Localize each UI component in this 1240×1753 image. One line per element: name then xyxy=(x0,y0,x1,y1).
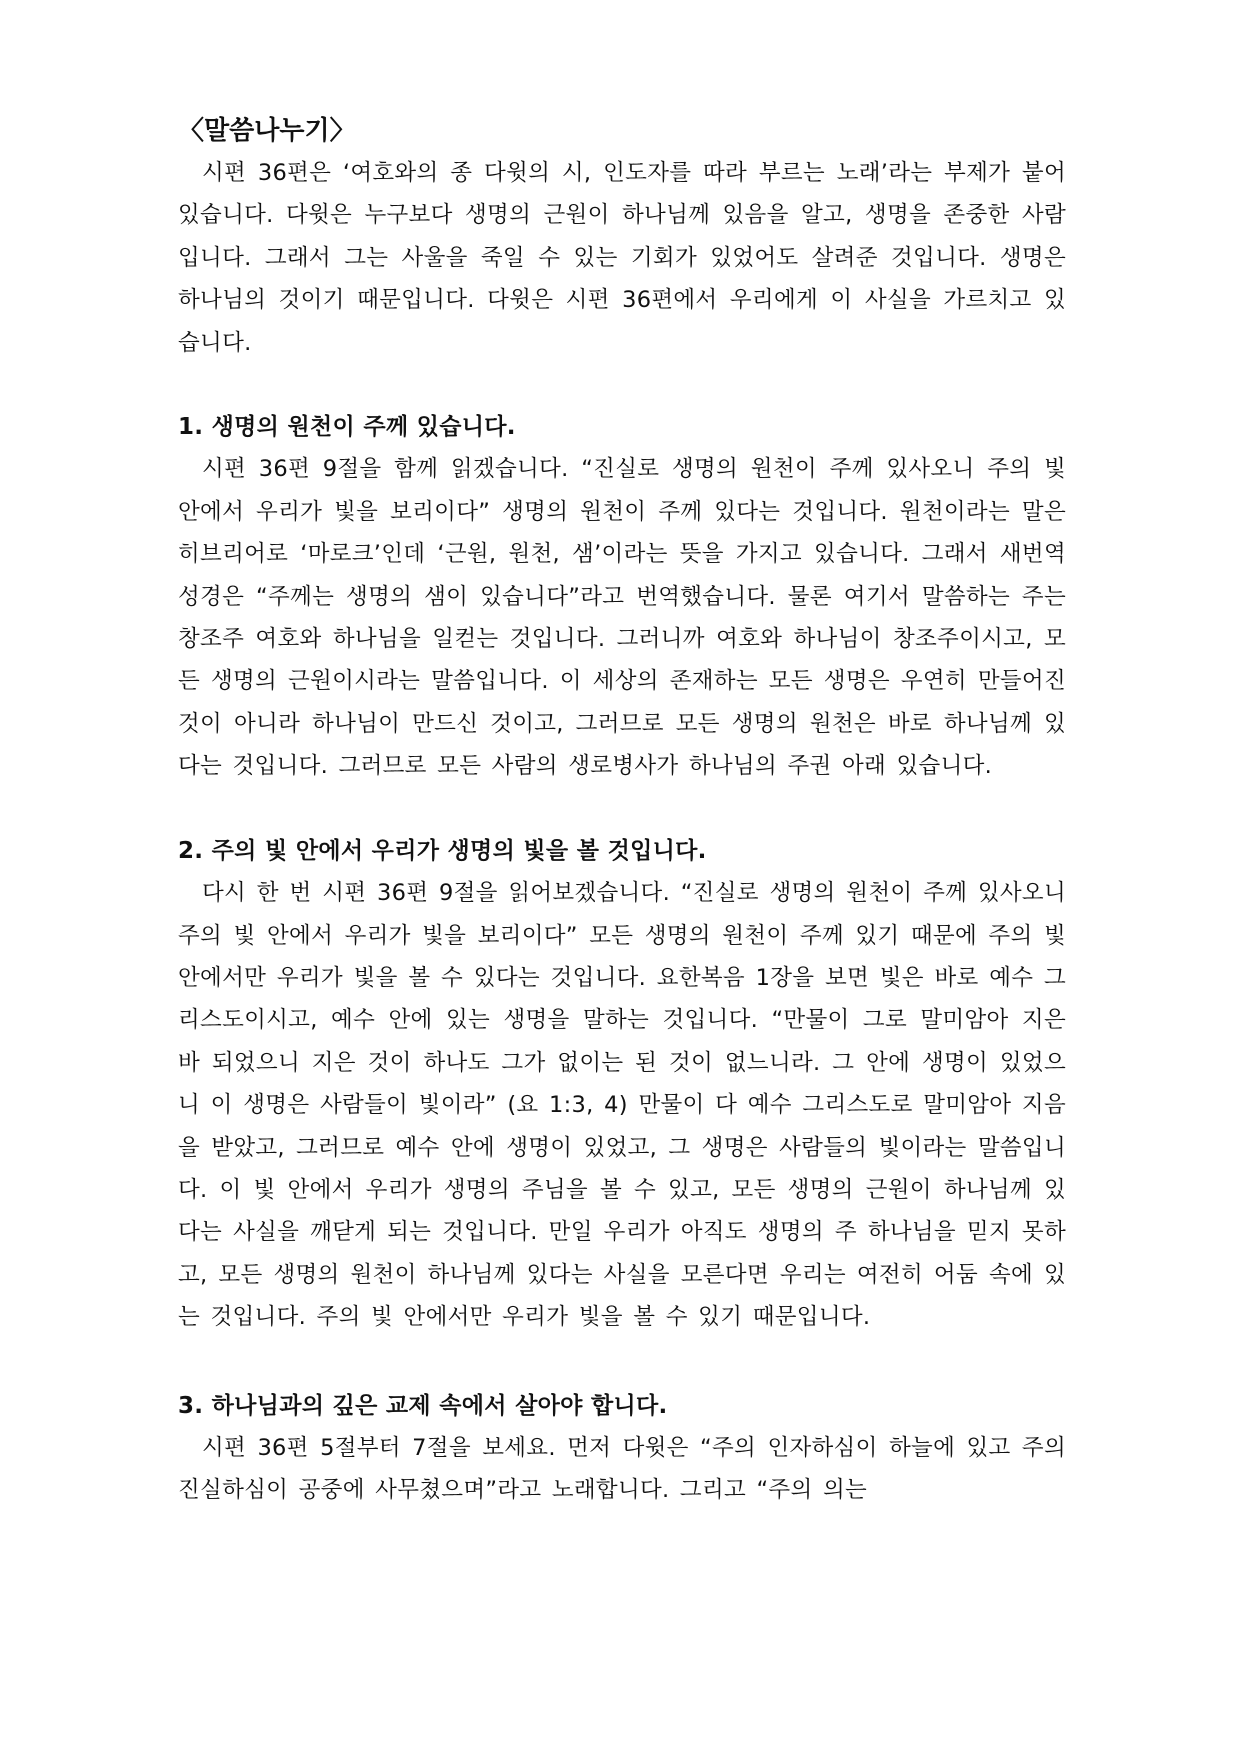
section-heading-3: 3. 하나님과의 깊은 교제 속에서 살아야 합니다. xyxy=(178,1392,668,1419)
section-heading-2: 2. 주의 빛 안에서 우리가 생명의 빛을 볼 것입니다. xyxy=(178,837,707,864)
document-page xyxy=(178,110,1066,1512)
section-body-2: 다시 한 번 시편 36편 9절을 읽어보겠습니다. “진실로 생명의 원천이 주께 있사오니 주의 빛 안에서 우리가 빛을 보리이다” 모든 생명의 원천이 주께 있기 때문에 주의 빛 안에서만 우리가 빛을 볼 수 있다는 것입니다. 요한복음 1장을 보면 빛은 바로 예수 그리스도이시고, 예수 안에 있는 생명을 말하는 것입니다. “만물이 그로 말미암아 지은 바 되었으니 지은 것이 하나도 그가 없이는 된 것이 없느니라. 그 안에 생명이 있었으니 이 생명은 사람들이 빛이라” (요 1:3, 4) 만물이 다 예수 그리스도로 말미암아 지음을 받았고, 그러므로 예수 안에 생명이 있었고, 그 생명은 사람들의 빛이라는 말씀입니다. 이 빛 안에서 우리가 생명의 주님을 볼 수 있고, 모든 생명의 근원이 하나님께 있다는 사실을 깨닫게 되는 것입니다. 만일 우리가 아직도 생명의 주 하나님을 믿지 못하고, 모든 생명의 원천이 하나님께 있다는 사실을 모른다면 우리는 여전히 어둠 속에 있는 것입니다. 주의 빛 안에서만 우리가 빛을 볼 수 있기 때문입니다. xyxy=(178,880,1066,1331)
section-body-1: 시편 36편 9절을 함께 읽겠습니다. “진실로 생명의 원천이 주께 있사오니 주의 빛 안에서 우리가 빛을 보리이다” 생명의 원천이 주께 있다는 것입니다. 원천이라는 말은 히브리어로 ‘마로크’인데 ‘근원, 원천, 샘’이라는 뜻을 가지고 있습니다. 그래서 새번역 성경은 “주께는 생명의 샘이 있습니다”라고 번역했습니다. 물론 여기서 말씀하는 주는 창조주 여호와 하나님을 일컫는 것입니다. 그러니까 여호와 하나님이 창조주이시고, 모든 생명의 근원이시라는 말씀입니다. 이 세상의 존재하는 모든 생명은 우연히 만들어진 것이 아니라 하나님이 만드신 것이고, 그러므로 모든 생명의 원천은 바로 하나님께 있다는 것입니다. 그러므로 모든 사람의 생로병사가 하나님의 주권 아래 있습니다. xyxy=(178,456,1066,780)
spacer xyxy=(178,364,1066,406)
section-heading-1: 1. 생명의 원천이 주께 있습니다. xyxy=(178,414,516,441)
page-title: 〈말씀나누기〉 xyxy=(178,116,356,146)
section-body-3: 시편 36편 5절부터 7절을 보세요. 먼저 다윗은 “주의 인자하심이 하늘에 있고 주의 진실하심이 공중에 사무쳤으며”라고 노래합니다. 그리고 “주의 의는 xyxy=(178,1434,1066,1504)
spacer xyxy=(178,788,1066,830)
intro-paragraph: 시편 36편은 ‘여호와의 종 다윗의 시, 인도자를 따라 부르는 노래’라는 부제가 붙어 있습니다. 다윗은 누구보다 생명의 근원이 하나님께 있음을 알고, 생명을 존중한 사람입니다. 그래서 그는 사울을 죽일 수 있는 기회가 있었어도 살려준 것입니다. 생명은 하나님의 것이기 때문입니다. 다윗은 시편 36편에서 우리에게 이 사실을 가르치고 있습니다. xyxy=(178,160,1066,356)
